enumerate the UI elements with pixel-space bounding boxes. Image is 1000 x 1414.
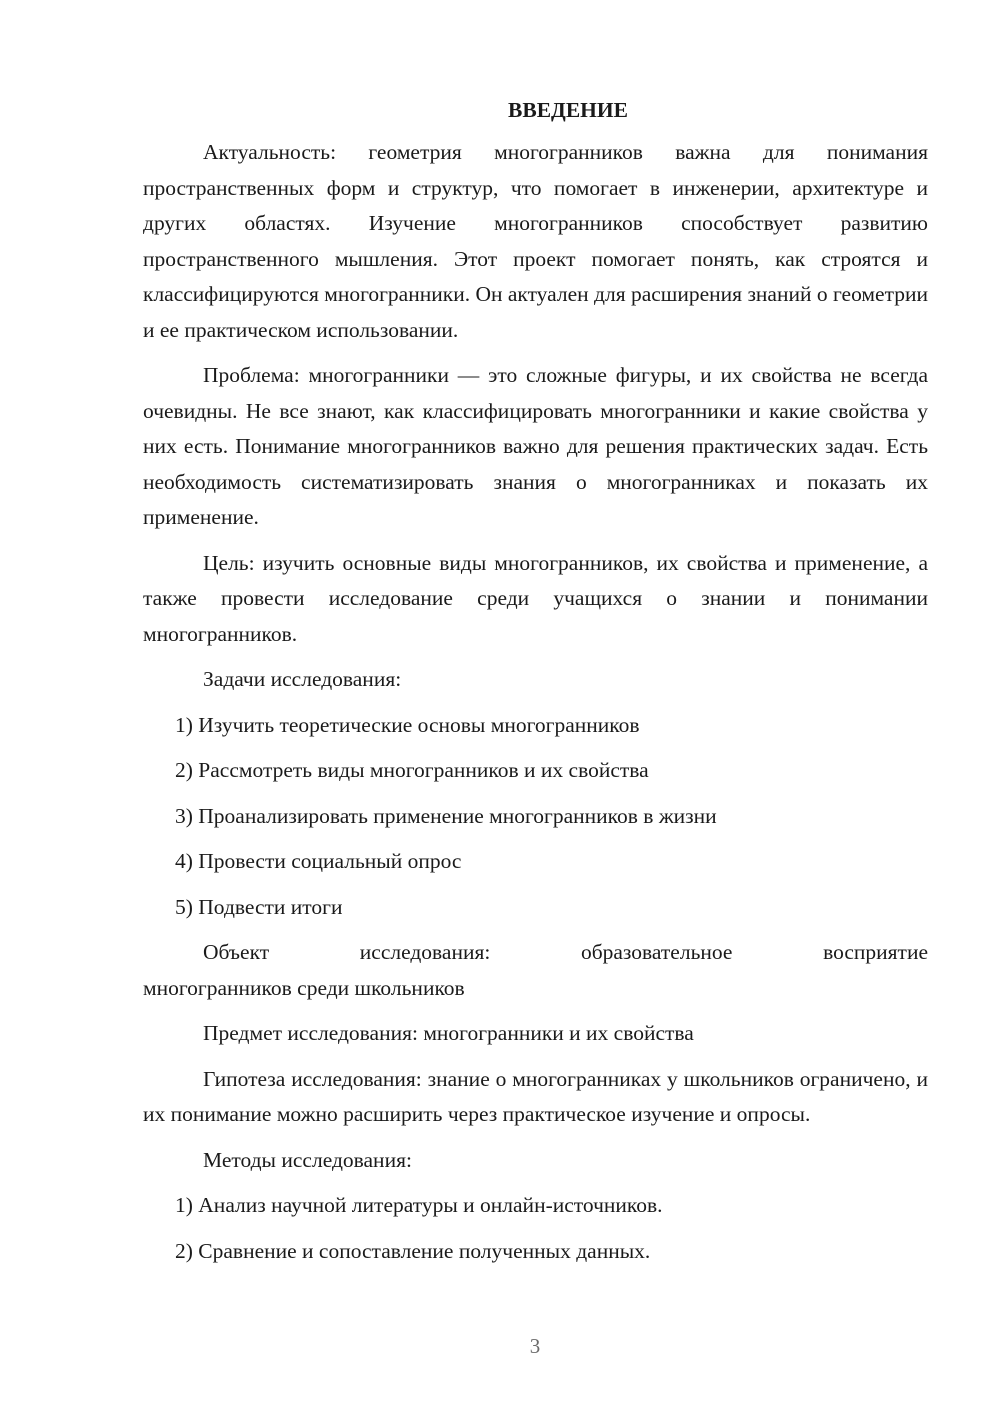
document-page <box>143 95 928 1279</box>
list-item: 2) Рассмотреть виды многогранников и их свойства <box>175 758 649 782</box>
methods-heading: Методы исследования: <box>203 1147 412 1172</box>
relevance-paragraph: Актуальность: геометрия многогранников важна для понимания пространственных форм и структур, что помогает в инженерии, архитектуре и других областях. Изучение многогранников способствует развитию пространственного мышления. Этот проект помогает понять, как строятся и классифицируются многогранники. Он актуален для расширения знаний о геометрии и ее практическом использовании. <box>143 140 928 342</box>
tasks-heading: Задачи исследования: <box>203 667 402 691</box>
object-line-2: многогранников среди школьников <box>143 975 465 1000</box>
problem-paragraph: Проблема: многогранники — это сложные фигуры, и их свойства не всегда очевидны. Не все знают, как классифицировать многогранники и какие свойства у них есть. Понимание многогранников важно для решения практических задач. Есть необходимость систематизировать знания о многогранниках и показать их применение. <box>143 363 928 529</box>
list-item: 3) Проанализировать применение многогранников в жизни <box>175 803 717 828</box>
list-item: 1) Анализ научной литературы и онлайн-источников. <box>175 1193 663 1217</box>
list-item: 5) Подвести итоги <box>175 894 343 919</box>
goal-paragraph: Цель: изучить основные виды многогранников, их свойства и применение, а также провести исследование среди учащихся о знании и понимании многогранников. <box>143 550 928 646</box>
list-item: 2) Сравнение и сопоставление полученных данных. <box>175 1238 651 1263</box>
page-number: 3 <box>529 1334 541 1358</box>
list-item: 1) Изучить теоретические основы многогранников <box>175 712 640 737</box>
subject-paragraph: Предмет исследования: многогранники и их свойства <box>203 1021 694 1045</box>
list-item: 4) Провести социальный опрос <box>175 849 462 873</box>
hypothesis-paragraph: Гипотеза исследования: знание о многогранниках у школьников ограничено, и их понимание можно расширить через практическое изучение и опросы. <box>143 1066 928 1126</box>
object-paragraph <box>143 935 928 1006</box>
object-line-1: Объект исследования: образовательное восприятие <box>203 940 928 964</box>
methods-list <box>143 1188 928 1269</box>
tasks-list <box>143 708 928 926</box>
section-title: ВВЕДЕНИЕ <box>508 98 628 122</box>
